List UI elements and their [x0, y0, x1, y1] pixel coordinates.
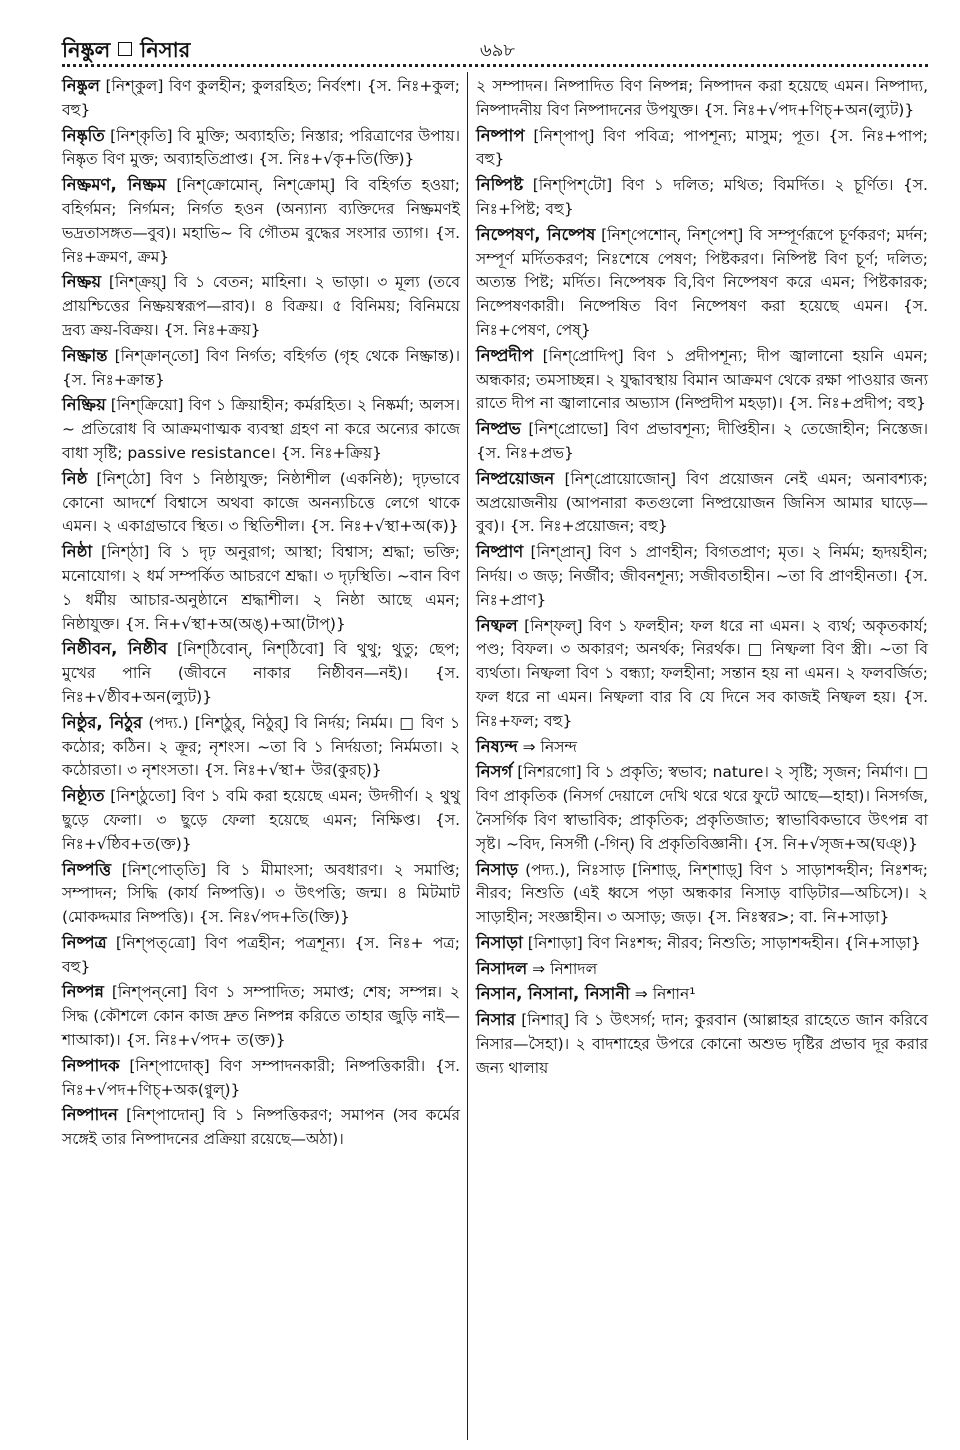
entry-headword: নিষ্পাপ [476, 125, 525, 145]
entry-headword: নিষ্প্রয়োজন [476, 468, 555, 488]
entry-headword: নিষ্ঠ্যূত [62, 786, 105, 806]
dictionary-entry [62, 858, 460, 930]
entry-headword: নিষ্ফল [476, 615, 518, 635]
entry-headword: নিষ্পেষণ, নিষ্পেষ [476, 224, 596, 244]
dictionary-entry [62, 1103, 460, 1152]
entry-definition: [নিশ্‌পোত্‌তি] বি ১ মীমাংসা; অবধারণ। ২ সমাপ্তি; সম্পাদন; সিদ্ধি (কার্য নিষ্পত্তি)। ৩ উৎপত্তি; জন্ম। ৪ মিটমাট (মোকদ্দমার নিষ্পত্তি)। {স. নিঃ√পদ+তি(ক্তি)} [62, 860, 460, 927]
dictionary-entry [62, 980, 460, 1052]
guide-word-left: নিষ্কুল [62, 38, 111, 62]
entry-definition: [নিশ্‌পাপ্] বিণ পবিত্র; পাপশূন্য; মাসুম; পূত। {স. নিঃ+পাপ; বহু} [476, 126, 928, 169]
dictionary-entry [62, 467, 460, 539]
right-column [476, 74, 928, 1082]
entry-headword: নিসাড় [476, 859, 519, 879]
dictionary-entry [476, 957, 928, 982]
entry-definition: [নিশ্‌ক্রোমোন্, নিশ্‌ক্রোম্] বি বহির্গত হওয়া; বহির্গমন; নির্গমন; নির্গত হওন (অন্যান্য ব্যক্তিদের নিষ্ক্রমণই ভদ্রতাসঙ্গত—বুব)। মহাভি~ বি গৌতম বুদ্ধের সংসার ত্যাগ। {স. নিঃ+ক্রমণ, ক্রম} [62, 176, 460, 266]
dictionary-entry [476, 931, 928, 956]
dictionary-entry [62, 393, 460, 465]
entry-definition: ⇒ নিশাদল [532, 959, 598, 978]
entry-definition: [নিশ্‌ঠো] বিণ ১ নিষ্ঠাযুক্ত; নিষ্ঠাশীল (একনিষ্ঠ); দৃঢ়ভাবে কোনো আদর্শে বিশ্বাসে অথবা কাজে অনন্যচিত্তে লেগে থাকে এমন। ২ একাগ্রভাবে স্থিত। ৩ স্থিতিশীল। {স. নিঃ+√স্থা+অ(ক)} [62, 469, 460, 536]
entry-definition: [নিশ্‌প্রোদিপ্] বিণ ১ প্রদীপশূন্য; দীপ জ্বালানো হয়নি এমন; অন্ধকার; তমসাচ্ছন্ন। ২ যুদ্ধাবস্থায় বিমান আক্রমণ থেকে রক্ষা পাওয়ার জন্য রাতে দীপ না জ্বালানোর অভ্যাস (নিষ্প্রদীপ মহড়া)। {স. নিঃ+প্রদীপ; বহু} [476, 346, 928, 413]
entry-headword: নিষ্পাদন [62, 1105, 118, 1125]
dictionary-entry [476, 982, 928, 1007]
dictionary-entry [62, 74, 460, 123]
dictionary-entry [62, 784, 460, 856]
dictionary-entry [476, 540, 928, 612]
entry-definition: [নিশ্‌ক্রান্‌তো] বিণ নির্গত; বহির্গত (গৃহ থেকে নিষ্ক্রান্ত)। {স. নিঃ+ক্রান্ত} [62, 346, 460, 389]
entry-headword: নিষ্ঠুর, নিঠুর [62, 712, 143, 732]
entry-definition: ২ সম্পাদন। নিষ্পাদিত বিণ নিষ্পন্ন; নিষ্পাদন করা হয়েছে এমন। নিষ্পাদ্য, নিষ্পাদনীয় বিণ নিষ্পাদনের উপযুক্ত। {স. নিঃ+√পদ+ণিচ্+অন(ল্যুট)} [476, 77, 928, 119]
entry-definition: [নিশ্‌ঠা] বি ১ দৃঢ় অনুরাগ; আস্থা; বিশ্বাস; শ্রদ্ধা; ভক্তি; মনোযোগ। ২ ধর্ম সম্পর্কিত আচরণে শ্রদ্ধা। ৩ দৃঢ়স্থিতি। ~বান বিণ ১ ধর্মীয় আচার-অনুষ্ঠানে শ্রদ্ধাশীল। ২ নিষ্ঠা আছে এমন; নিষ্ঠাযুক্ত। {স. নি+√স্থা+অ(অঙ্)+আ(টাপ্)} [62, 543, 460, 633]
entry-headword: নিষ্যন্দ [476, 736, 518, 756]
dictionary-entry [476, 614, 928, 734]
entry-definition: [নিশ্‌পন্‌নো] বিণ ১ সম্পাদিত; সমাপ্ত; শেষ; সম্পন্ন। ২ সিদ্ধ (কৌশলে কোন কাজ দ্রুত নিষ্পন্ন করিতে তাহার জুড়ি নাই—শাআকা)। {স. নিঃ+√পদ+ ত(ক্ত)} [62, 983, 460, 1050]
entry-definition: [নিশ্‌প্রোয়োজোন্] বিণ প্রয়োজন নেই এমন; অনাবশ্যক; অপ্রয়োজনীয় (আপনারা কতগুলো নিষ্প্রয়োজন জিনিস আমার ঘাড়ে—বুব)। {স. নিঃ+প্রয়োজন; বহু} [476, 469, 928, 536]
entry-headword: নিষ্ক্রান্ত [62, 345, 108, 365]
entry-headword: নিসর্গ [476, 762, 513, 782]
left-column [62, 74, 460, 1153]
dictionary-entry [62, 270, 460, 342]
dictionary-entry [476, 417, 928, 466]
column-divider [467, 72, 468, 1440]
entry-definition: [নিশ্‌ক্রিয়ো] বিণ ১ ক্রিয়াহীন; কর্মরহিত। ২ নিষ্কর্মা; অলস। ~ প্রতিরোধ বি আক্রমণাত্মক ব্যবস্থা গ্রহণ না করে অন্যের কাজে বাধা সৃষ্টি; passive resistance। {স. নিঃ+ক্রিয়} [62, 396, 460, 462]
dictionary-entry [476, 344, 928, 416]
dictionary-entry [476, 735, 928, 760]
entry-definition: ⇒ নিসন্দ [522, 737, 577, 756]
dictionary-entry [62, 540, 460, 636]
entry-definition: [নিশ্‌পত্‌ত্রো] বিণ পত্রহীন; পত্রশূন্য। {স. নিঃ+ পত্র; বহু} [62, 933, 460, 976]
entry-headword: নিষ্ঠা [62, 542, 93, 562]
entry-headword: নিষ্ঠ [62, 468, 88, 488]
dictionary-entry [62, 1054, 460, 1103]
page-header [62, 34, 928, 64]
entry-headword: নিষ্প্রভ [476, 419, 521, 439]
page-number: ৬৯৮ [480, 40, 516, 61]
entry-definition: [নিশার্] বি ১ উৎসর্গ; দান; কুরবান (আল্লাহর রাহেতে জান করিবে নিসার—সৈহা)। ২ বাদশাহের উপরে কোনো অশুভ দৃষ্টির প্রভাব দূর করার জন্য থালায় [476, 1011, 928, 1077]
guide-word-right: নিসার [140, 38, 191, 62]
entry-definition: [নিশ্‌কুল] বিণ কুলহীন; কুলরহিত; নির্বংশ। {স. নিঃ+কুল; বহু} [62, 77, 460, 119]
entry-definition: [নিশরগো] বি ১ প্রকৃতি; স্বভাব; nature। ২ সৃষ্টি; সৃজন; নির্মাণ। □ বিণ প্রাকৃতিক (নিসর্গ দেয়ালে দেখি থরে থরে ফুটে আছে—হাহা)। নিসর্গজ, নৈসর্গিক বিণ স্বাভাবিক; প্রাকৃতিক; প্রকৃতিজাত; স্বাভাবিকভাবে উৎপন্ন বা সৃষ্ট। ~বিদ, নিসর্গী (-গিন্) বি প্রকৃতিবিজ্ঞানী। {স. নি+√সৃজ+অ(ঘঞ্)} [476, 763, 928, 853]
entry-definition: [নিশ্‌পেশোন্, নিশ্‌পেশ্] বি সম্পূর্ণরূপে চূর্ণকরণ; মর্দন; সম্পূর্ণ মর্দিতকরণ; নিঃশেষে পেষণ; পিষ্টকরণ। নিষ্পিষ্ট বিণ চূর্ণ; দলিত; অত্যন্ত পিষ্ট; মর্দিত। নিষ্পেষক বি,বিণ নিষ্পেষণ করে এমন; পিষ্টকারক; নিষ্পেষণকারী। নিষ্পেষিত বিণ নিষ্পেষণ করা হয়েছে এমন। {স. নিঃ+পেষণ, পেষ্} [476, 225, 928, 339]
dictionary-entry [476, 223, 928, 343]
entry-definition: ⇒ নিশান¹ [634, 985, 696, 1004]
guide-separator-box [118, 42, 132, 56]
entry-headword: নিসাদল [476, 958, 528, 978]
entry-headword: নিষ্ক্রিয় [62, 395, 106, 415]
entry-definition: [নিশ্‌পিশ্‌টো] বিণ ১ দলিত; মথিত; বিমর্দিত। ২ চূর্ণিত। {স. নিঃ+পিষ্ট; বহু} [476, 176, 928, 218]
dictionary-entry [476, 858, 928, 930]
entry-definition: [নিশ্‌ঠুতো] বিণ ১ বমি করা হয়েছে এমন; উদগীর্ণ। ২ থুথু ছুড়ে ফেলা। ৩ ছুড়ে ফেলা হয়েছে এমন; নিক্ষিপ্ত। {স. নিঃ+√ষ্ঠিব+ত(ক্ত)} [62, 787, 460, 853]
dictionary-entry [62, 711, 460, 783]
entry-headword: নিষ্পিষ্ট [476, 175, 524, 195]
dictionary-entry [62, 637, 460, 709]
entry-headword: নিষ্প্রদীপ [476, 345, 534, 365]
entry-headword: নিষ্পন্ন [62, 982, 104, 1002]
dictionary-entry [476, 74, 928, 123]
dictionary-entry [62, 124, 460, 173]
entry-headword: নিষ্ক্রয় [62, 272, 102, 292]
entry-headword: নিসাড়া [476, 932, 523, 952]
entry-definition: [নিশ্‌ঠিবোন্, নিশ্‌ঠিবো] বি থুথু; থুতু; ছেপ; মুখের পানি (জীবনে নাকার নিষ্ঠীবন—নই)। {স. নিঃ+√ষ্ঠীব+অন(ল্যুট)} [62, 640, 460, 706]
dictionary-entry [62, 344, 460, 393]
dictionary-entry [62, 173, 460, 269]
dictionary-entry [476, 760, 928, 856]
entry-headword: নিসান, নিসানা, নিসানী [476, 984, 630, 1004]
entry-definition: [নিশ্‌প্রান্] বিণ ১ প্রাণহীন; বিগতপ্রাণ; মৃত। ২ নির্মম; হৃদয়হীন; নির্দয়। ৩ জড়; নির্জীব; জীবনশূন্য; সজীবতাহীন। ~তা বি প্রাণহীনতা। {স. নিঃ+প্রাণ} [476, 543, 928, 609]
entry-definition: (পদ্য.) [নিশ্‌ঠুর্, নিঠুর্] বি নির্দয়; নির্মম। □ বিণ ১ কঠোর; কঠিন। ২ ক্রূর; নৃশংস। ~তা বি ১ নির্দয়তা; নির্মমতা। ২ কঠোরতা। ৩ নৃশংসতা। {স. নিঃ+√স্থা+ উর(কুরচ্)} [62, 713, 460, 780]
entry-headword: নিষ্পত্র [62, 932, 107, 952]
entry-headword: নিষ্ক্রমণ, নিষ্ক্রম [62, 175, 167, 195]
entry-headword: নিষ্পত্তি [62, 859, 112, 879]
entry-headword: নিষ্ঠীবন, নিষ্ঠীব [62, 639, 168, 659]
entry-definition: [নিশাড়া] বিণ নিঃশব্দ; নীরব; নিশুতি; সাড়াশব্দহীন। {নি+সাড়া} [527, 933, 921, 952]
entry-definition: (পদ্য.), নিঃসাড় [নিশাড়্, নিশ্‌শাড়্] বিণ ১ সাড়াশব্দহীন; নিঃশব্দ; নীরব; নিশুতি (এই ধ্বসে পড়া অন্ধকার নিসাড় বাড়িটার—অচিসে)। ২ সাড়াহীন; সংজ্ঞাহীন। ৩ অসাড়; জড়। {স. নিঃস্বর>; বা. নি+সাড়া} [476, 860, 928, 927]
entry-headword: নিষ্পাদক [62, 1055, 120, 1075]
dictionary-entry [476, 173, 928, 222]
entry-definition: [নিশ্‌পাদোন্] বি ১ নিষ্পত্তিকরণ; সমাপন (সব কর্মের সঙ্গেই তার নিষ্পাদনের প্রক্রিয়া রয়েছে—অঠা)। [62, 1106, 460, 1149]
entry-definition: [নিশ্‌প্রোভো] বিণ প্রভাবশূন্য; দীপ্তিহীন। ২ তেজোহীন; নিস্তেজ। {স. নিঃ+প্রভ} [476, 420, 928, 462]
dictionary-entry [62, 931, 460, 980]
entry-headword: নিসার [476, 1010, 516, 1030]
entry-definition: [নিশ্‌ক্রয়্] বি ১ বেতন; মাহিনা। ২ ভাড়া। ৩ মূল্য (তবে প্রায়শ্চিত্তের নিষ্ক্রয়স্বরূপ—রাব)। ৪ বিক্রয়। ৫ বিনিময়; বিনিময়ে দ্রব্য ক্রয়-বিক্রয়। {স. নিঃ+ক্রয়} [62, 273, 460, 339]
entry-headword: নিষ্প্রাণ [476, 542, 524, 562]
dictionary-entry [476, 124, 928, 173]
entry-definition: [নিশ্‌ফল্] বিণ ১ ফলহীন; ফল ধরে না এমন। ২ ব্যর্থ; অকৃতকার্য; পণ্ড; বিফল। ৩ অকারণ; অনর্থক; নিরর্থক। □ নিষ্ফলা বিণ স্ত্রী। ~তা বি ব্যর্থতা। নিষ্ফলা বিণ ১ বন্ধ্যা; ফলহীনা; সন্তান হয় না এমন। ২ ফলবর্জিত; ফল ধরে না এমন। নিষ্ফলা বার বি যে দিনে সব কাজই নিষ্ফল হয়। {স. নিঃ+ফল; বহু} [476, 616, 928, 730]
entry-definition: [নিশ্‌কৃতি] বি মুক্তি; অব্যাহতি; নিস্তার; পরিত্রাণের উপায়। নিষ্কৃত বিণ মুক্ত; অব্যাহতিপ্রাপ্ত। {স. নিঃ+√কৃ+তি(ক্তি)} [62, 126, 460, 169]
dictionary-entry [476, 1008, 928, 1080]
dictionary-entry [476, 467, 928, 539]
entry-headword: নিষ্কুল [62, 76, 100, 95]
entry-definition: [নিশ্‌পাদোক্] বিণ সম্পাদনকারী; নিষ্পত্তিকারী। {স. নিঃ+√পদ+ণিচ্+অক(ণ্বুল্)} [62, 1056, 460, 1099]
entry-headword: নিষ্কৃতি [62, 125, 105, 145]
header-rule [62, 64, 928, 67]
